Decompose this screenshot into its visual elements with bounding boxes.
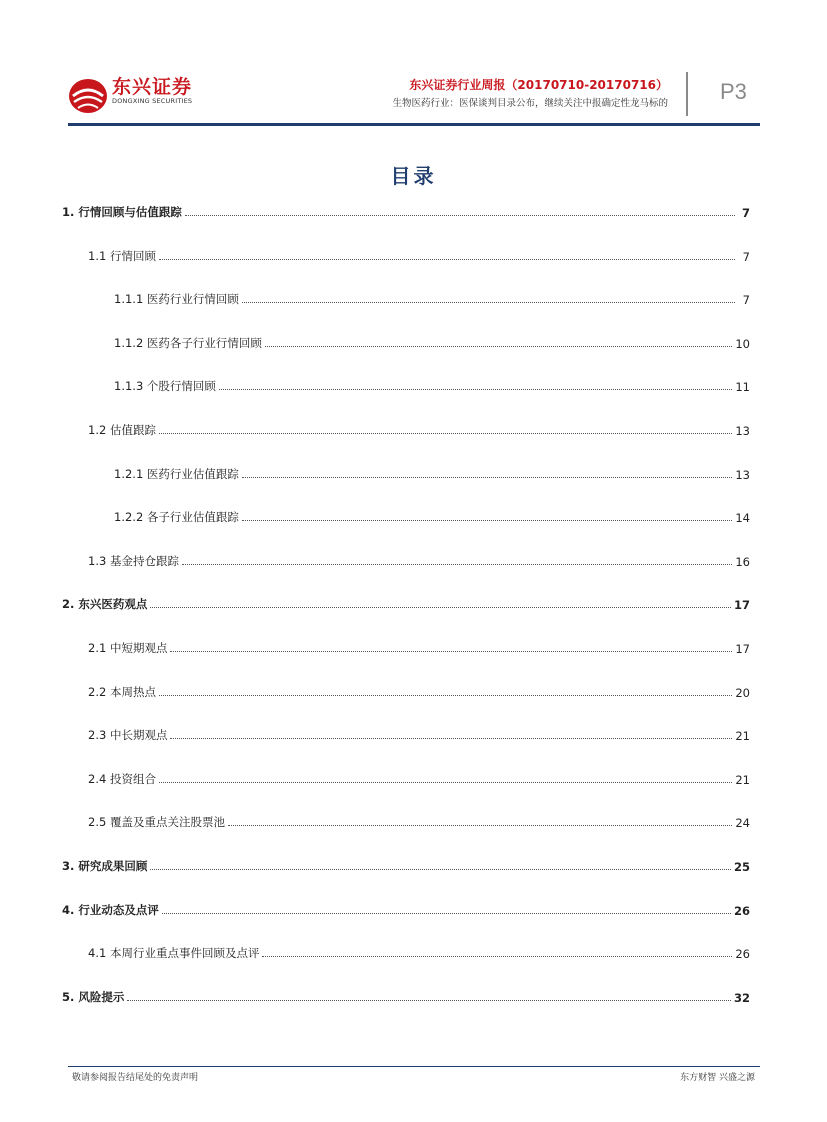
toc-entry-title: 1.2.1 医药行业估值跟踪 bbox=[114, 466, 239, 481]
toc-entry[interactable] bbox=[60, 767, 750, 787]
header-rule bbox=[68, 123, 760, 126]
toc-entry-page: 26 bbox=[733, 903, 750, 918]
toc-entry-page: 26 bbox=[735, 947, 750, 962]
toc-entry-page: 17 bbox=[733, 598, 750, 613]
brand-subtitle: DONGXING SECURITIES bbox=[112, 97, 193, 105]
toc-leader-dots bbox=[242, 477, 732, 478]
toc-leader-dots bbox=[150, 607, 731, 608]
toc-entry-title: 1.1.2 医药各子行业行情回顾 bbox=[114, 335, 262, 350]
toc-entry-title: 2. 东兴医药观点 bbox=[62, 597, 148, 612]
toc-entry-title: 1.3 基金持仓跟踪 bbox=[88, 553, 179, 568]
toc-leader-dots bbox=[127, 1000, 731, 1001]
toc-entry-page: 20 bbox=[735, 685, 750, 700]
toc-leader-dots bbox=[170, 738, 732, 739]
toc-entry[interactable] bbox=[60, 374, 750, 394]
toc-entry-page: 7 bbox=[742, 293, 750, 308]
toc-entry-title: 2.4 投资组合 bbox=[88, 771, 156, 786]
footer-rule bbox=[68, 1066, 760, 1067]
toc-entry-title: 5. 风险提示 bbox=[62, 989, 125, 1004]
toc-entry[interactable] bbox=[60, 287, 750, 307]
toc-leader-dots bbox=[162, 913, 731, 914]
toc-entry-page: 7 bbox=[742, 249, 750, 264]
toc-entry-title: 2.5 覆盖及重点关注股票池 bbox=[88, 815, 225, 830]
toc-entry-title: 1.1.1 医药行业行情回顾 bbox=[114, 292, 239, 307]
toc-entry-page: 32 bbox=[733, 990, 750, 1005]
footer-disclaimer: 敬请参阅报告结尾处的免责声明 bbox=[72, 1073, 199, 1083]
toc-leader-dots bbox=[159, 433, 732, 434]
report-title: 东兴证券行业周报（20170710-20170716） bbox=[409, 78, 668, 92]
toc-entry[interactable] bbox=[60, 418, 750, 438]
toc-entry[interactable] bbox=[60, 592, 750, 612]
toc-leader-dots bbox=[242, 520, 732, 521]
toc-leader-dots bbox=[159, 695, 732, 696]
page-number: P3 bbox=[720, 79, 747, 104]
toc-leader-dots bbox=[159, 782, 732, 783]
toc-entry[interactable] bbox=[60, 200, 750, 220]
toc-leader-dots bbox=[170, 651, 732, 652]
toc-leader-dots bbox=[228, 825, 732, 826]
toc-leader-dots bbox=[185, 215, 735, 216]
toc-entry-page: 21 bbox=[735, 729, 750, 744]
toc-entry-page: 14 bbox=[735, 511, 750, 526]
toc-entry-page: 11 bbox=[735, 380, 750, 395]
toc-entry[interactable] bbox=[60, 331, 750, 351]
toc-entry[interactable] bbox=[60, 810, 750, 830]
header-divider bbox=[686, 72, 688, 116]
toc-entry-title: 1.2 估值跟踪 bbox=[88, 423, 156, 437]
toc-entry-page: 25 bbox=[733, 860, 750, 874]
toc-entry-page: 21 bbox=[735, 772, 750, 787]
toc-entry-page: 16 bbox=[735, 554, 750, 569]
toc-heading: 目录 bbox=[390, 164, 437, 188]
toc-entry-page: 13 bbox=[735, 467, 750, 482]
toc-entry-title: 1.1 行情回顾 bbox=[88, 248, 156, 263]
toc-entry[interactable] bbox=[60, 549, 750, 569]
footer-slogan: 东方财智 兴盛之源 bbox=[680, 1073, 755, 1083]
toc-entry[interactable] bbox=[60, 680, 750, 700]
toc-entry-page: 17 bbox=[735, 642, 750, 656]
toc-entry-title: 4.1 本周行业重点事件回顾及点评 bbox=[88, 946, 260, 961]
toc-entry-title: 2.3 中长期观点 bbox=[88, 728, 168, 743]
toc-entry[interactable] bbox=[60, 941, 750, 961]
toc-entry-title: 1.1.3 个股行情回顾 bbox=[114, 379, 216, 394]
toc-entry-title: 2.2 本周热点 bbox=[88, 684, 156, 699]
brand-name: 东兴证券 bbox=[112, 76, 193, 98]
toc-entry-title: 3. 研究成果回顾 bbox=[62, 859, 148, 873]
toc-entry[interactable] bbox=[60, 985, 750, 1005]
toc-entry-page: 10 bbox=[735, 336, 750, 351]
toc-entry-title: 2.1 中短期观点 bbox=[88, 641, 168, 655]
toc-leader-dots bbox=[219, 389, 732, 390]
toc-entry[interactable] bbox=[60, 898, 750, 918]
toc-entry-title: 1.2.2 各子行业估值跟踪 bbox=[114, 510, 239, 525]
toc-entry[interactable] bbox=[60, 244, 750, 264]
toc-entry-page: 13 bbox=[735, 424, 750, 438]
toc-entry[interactable] bbox=[60, 462, 750, 482]
toc-entry[interactable] bbox=[60, 723, 750, 743]
toc-leader-dots bbox=[150, 869, 731, 870]
toc-leader-dots bbox=[242, 302, 735, 303]
report-subtitle: 生物医药行业：医保谈判目录公布，继续关注中报确定性龙马标的 bbox=[392, 98, 668, 109]
toc-entry-title: 4. 行业动态及点评 bbox=[62, 902, 159, 917]
toc-leader-dots bbox=[159, 259, 735, 260]
toc-leader-dots bbox=[265, 346, 732, 347]
toc-entry-page: 7 bbox=[741, 206, 750, 220]
toc-entry-page: 24 bbox=[735, 816, 750, 831]
page-header bbox=[68, 64, 760, 128]
toc-entry-title: 1. 行情回顾与估值跟踪 bbox=[62, 205, 182, 219]
toc-leader-dots bbox=[182, 564, 732, 565]
toc-leader-dots bbox=[262, 956, 732, 957]
toc-entry[interactable] bbox=[60, 505, 750, 525]
toc-entry[interactable] bbox=[60, 636, 750, 656]
toc-entry[interactable] bbox=[60, 854, 750, 874]
